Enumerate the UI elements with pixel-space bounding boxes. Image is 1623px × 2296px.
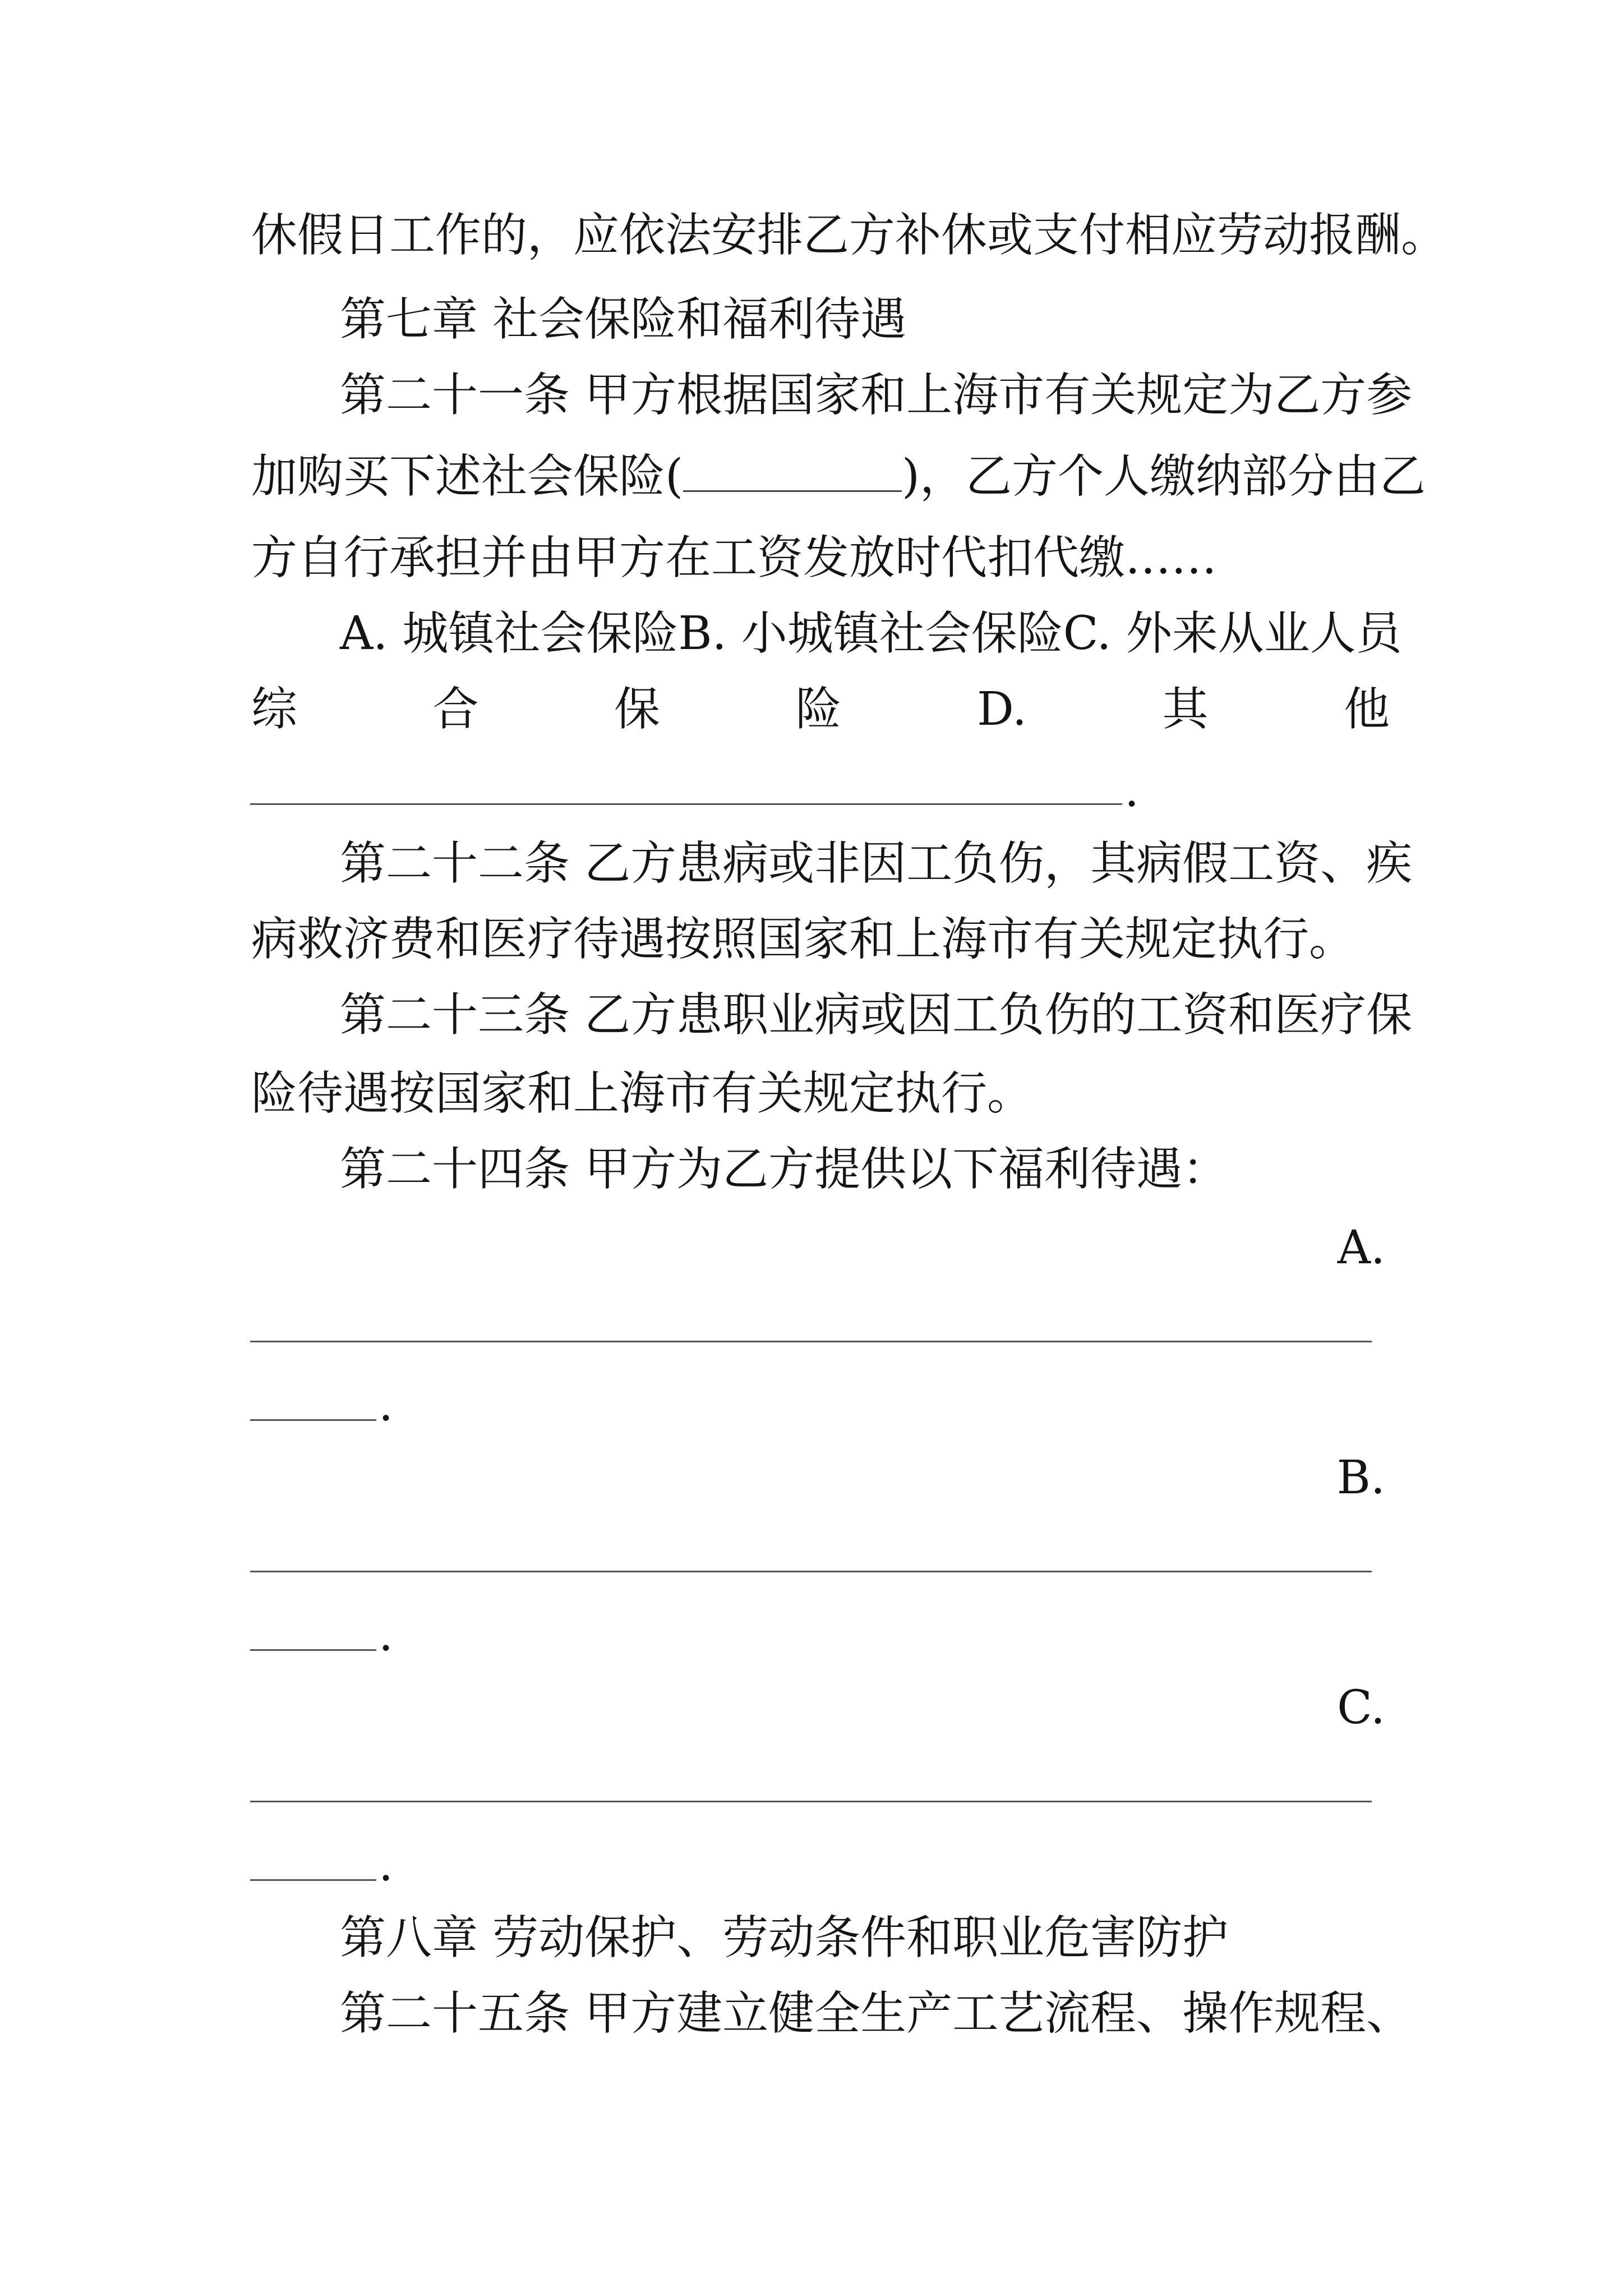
article-21-line-1: 第二十一条 甲方根据国家和上海市有关规定为乙方参 [340,369,1413,422]
option-d-label: D. [977,683,1027,736]
insurance-blank[interactable] [683,451,902,492]
benefit-b-blank-tail[interactable] [250,1649,376,1651]
article-25-line-1: 第二十五条 甲方建立健全生产工艺流程、操作规程、 [340,1987,1413,2040]
article-24-line: 第二十四条 甲方为乙方提供以下福利待遇： [340,1143,1229,1196]
insurance-options-line-2 [251,682,1390,738]
char: 合 [432,683,479,736]
char: 他 [1343,683,1390,736]
article-23-line-2: 险待遇按国家和上海市有关规定执行。 [251,1067,1034,1120]
period: . [1124,764,1140,817]
benefit-c-blank-tail[interactable] [250,1879,376,1881]
chapter-8-heading: 第八章 劳动保护、劳动条件和职业危害防护 [340,1911,1229,1964]
insurance-options-line-1: A. 城镇社会保险B. 小城镇社会保险C. 外来从业人员 [340,607,1402,660]
period: . [379,1838,394,1892]
option-d-blank[interactable] [250,803,1122,805]
benefit-c-blank[interactable] [250,1801,1372,1802]
period: . [379,1608,394,1662]
article-21-line-2 [251,449,1426,505]
text-line: 休假日工作的，应依法安排乙方补休或支付相应劳动报酬。 [251,209,1447,262]
article-22-line-1: 第二十二条 乙方患病或非因工负伤，其病假工资、疾 [340,837,1413,890]
char: 保 [614,683,661,736]
benefit-option-a-label: A. [1337,1221,1385,1274]
benefit-b-blank[interactable] [250,1571,1372,1572]
benefit-option-c-label: C. [1337,1681,1385,1734]
char: 险 [795,683,842,736]
benefit-option-b-label: B. [1336,1451,1385,1504]
period: . [379,1378,394,1432]
text-segment: 加购买下述社会保险( [251,450,683,503]
article-23-line-1: 第二十三条 乙方患职业病或因工负伤的工资和医疗保 [340,988,1413,1042]
benefit-a-blank[interactable] [250,1341,1372,1342]
char: 其 [1162,683,1209,736]
text-segment: )，乙方个人缴纳部分由乙 [902,450,1426,503]
chapter-7-heading: 第七章 社会保险和福利待遇 [340,293,907,346]
article-22-line-2: 病救济费和医疗待遇按照国家和上海市有关规定执行。 [251,913,1355,966]
benefit-a-blank-tail[interactable] [250,1419,376,1421]
article-21-line-3: 方自行承担并由甲方在工资发放时代扣代缴…… [251,531,1218,585]
char: 综 [251,683,298,736]
